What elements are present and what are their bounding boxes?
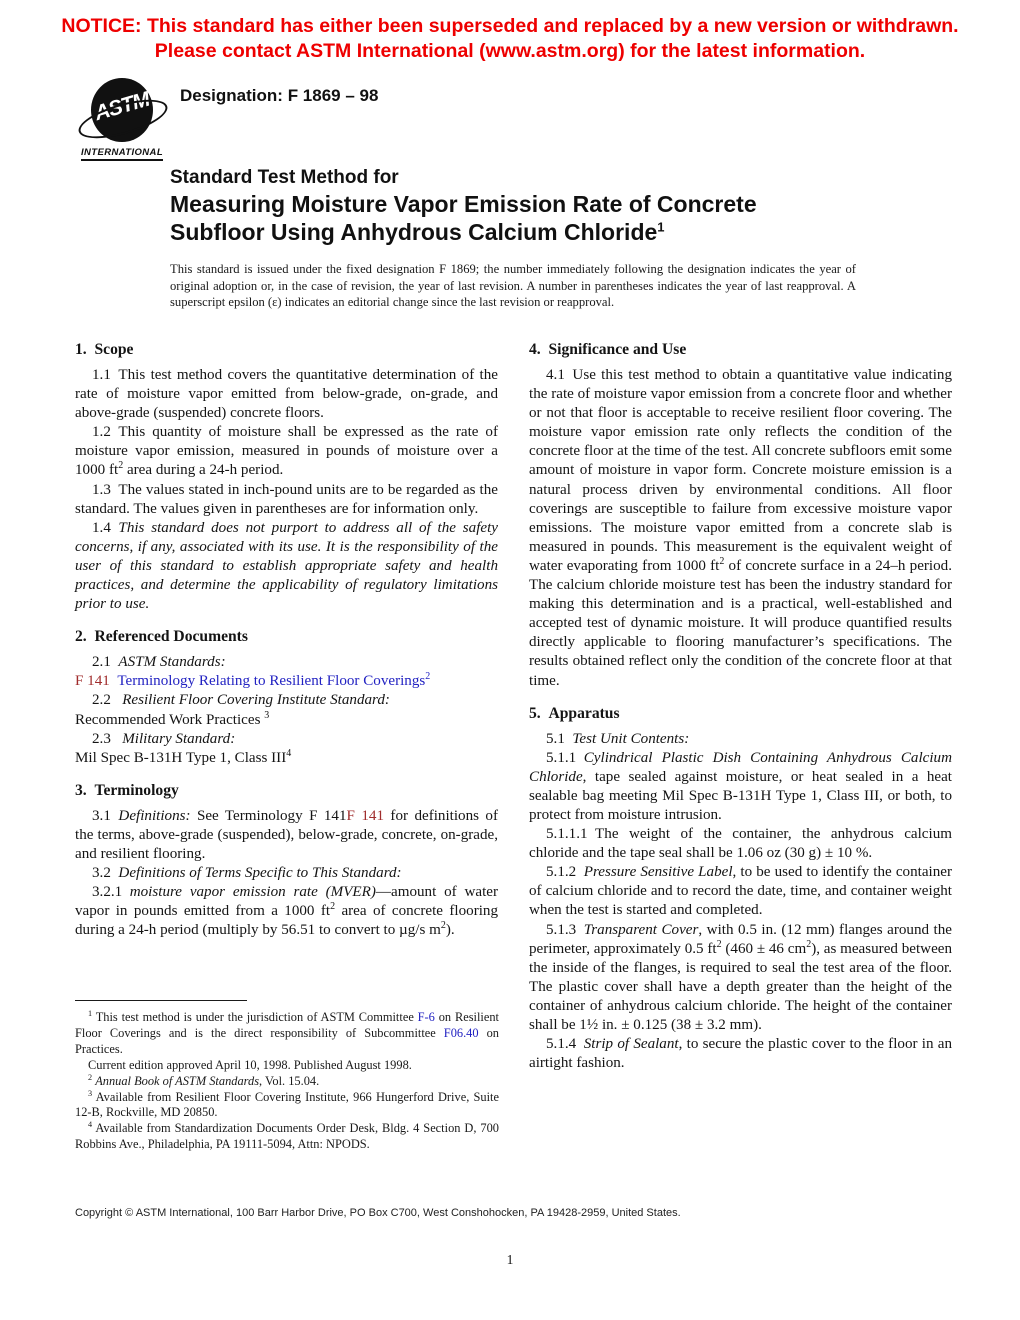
text-run: Available from Standardization Documents Order Desk, Bldg. 4 Section D, 700 Robbins Ave., Philadelphia, PA 19111-5094, Attn: NPODS. xyxy=(75,1121,499,1152)
text-run: 2 xyxy=(118,460,124,472)
notice-line-1: NOTICE: This standard has either been superseded and replaced by a new version or withdrawn. xyxy=(61,15,959,37)
footnotes-list xyxy=(75,1010,499,1153)
text-run: 1 xyxy=(88,1008,93,1018)
footnote xyxy=(75,1010,499,1058)
text-run: 3.1 xyxy=(92,807,119,824)
text-run: This standard does not purport to address all of the safety concerns, if any, associated with its use. It is the responsibility of the user of this standard to establish appropriate safety and health practices, and determine the applicability of regulatory limitations prior to use. xyxy=(75,519,498,613)
superseded-notice xyxy=(0,14,1020,64)
issuance-note: This standard is issued under the fixed designation F 1869; the number immediately following the designation indicates the year of original adoption or, in the case of revision, the year of last revision. A number in parentheses indicates the year of last reapproval. A superscript epsilon (ε) indicates an editorial change since the last revision or reapproval. xyxy=(170,262,856,309)
text-run: Annual Book of ASTM Standards xyxy=(95,1073,260,1088)
text-run: Test Unit Contents: xyxy=(572,730,690,747)
text-run: 2 xyxy=(330,901,336,913)
text-run: 4.1 Use this test method to obtain a quantitative value indicating the rate of moisture vapor emission from a concrete floor and whether or not that floor is acceptable to receive resilient floor covering. The moisture vapor emission rate only reflects the condition of the concrete floor at the time of the test. All concrete subfloors emit some amount of moisture in vapor form. Concrete moisture emission is a natural process driven by environmental conditions. All floor coverings are susceptible to failure from excessive moisture vapor emissions. The moisture vapor emitted from a concrete slab is measured in pounds. This measurement is the equivalent weight of water evaporating from 1000 ft xyxy=(529,367,952,574)
text-run: ). xyxy=(445,922,455,939)
section-heading: 5. Apparatus xyxy=(529,704,620,722)
text-run: , to secure the plastic cover to the floor in an airtight fashion. xyxy=(529,1036,952,1072)
paragraph xyxy=(75,481,498,519)
paragraph xyxy=(75,366,498,423)
body-columns xyxy=(75,340,952,1073)
text-run: , to be used to identify the container of calcium chloride and to record the date, time, and container weight when the test is started and completed. xyxy=(529,864,952,919)
text-run: 1.1 This test method covers the quantitative determination of the rate of moisture vapor emitted from below-grade, on-grade, and above-grade (suspended) concrete floors. xyxy=(75,367,498,422)
text-run: 5.1.4 xyxy=(546,1036,584,1053)
text-run: Recommended Work Practices xyxy=(75,711,265,728)
astm-logo-subtitle: INTERNATIONAL xyxy=(81,147,163,161)
astm-logo xyxy=(70,78,174,161)
paragraph xyxy=(529,749,952,825)
paragraph xyxy=(529,366,952,691)
left-column xyxy=(75,340,498,1073)
paragraph xyxy=(75,711,498,730)
text-run: Definitions: xyxy=(118,807,191,824)
paragraph xyxy=(529,921,952,1036)
text-run: , tape sealed against moisture, or heat sealed in a heat sealable bag meeting Mil Spec B-131H Type 1, Class III, or both, to protect from moisture intrusion. xyxy=(529,768,952,823)
paragraph xyxy=(529,1035,952,1073)
text-run: 4 xyxy=(88,1120,93,1130)
text-run: 2 xyxy=(719,555,725,567)
text-run: 4 xyxy=(286,747,292,759)
text-run: 5.1.1 xyxy=(546,749,584,766)
paragraph xyxy=(75,807,498,864)
text-run: of concrete surface in a 24–h period. The calcium chloride moisture test has been the industry standard for making this determination and is a practical, well-established and accepted test of dynamic moisture. It will produce quantified results directly applicable to flooring manufacturer’s specifications. The results obtained reflect only the condition of the concrete floor at that time. xyxy=(529,557,952,689)
text-run: 2 xyxy=(425,671,431,683)
text-run: See Terminology F 141 xyxy=(190,807,347,824)
text-run: 5.1 xyxy=(546,730,573,747)
text-run: Available from Resilient Floor Covering Institute, 966 Hungerford Drive, Suite 12-B, Rockville, MD 20850. xyxy=(75,1089,499,1120)
paragraph xyxy=(75,730,498,749)
footnote-divider xyxy=(75,1000,247,1001)
astm-logo-acronym: ASTM xyxy=(92,87,152,126)
footnote xyxy=(75,1121,499,1153)
text-run: Pressure Sensitive Label xyxy=(583,864,733,881)
text-run: area during a 24-h period. xyxy=(123,462,284,479)
astm-globe-icon xyxy=(91,78,153,142)
title-line-1: Measuring Moisture Vapor Emission Rate of Concrete xyxy=(170,191,757,217)
paragraph xyxy=(75,883,498,940)
footnote xyxy=(75,1058,499,1074)
paragraph xyxy=(529,730,952,749)
text-run: Current edition approved April 10, 1998. Published August 1998. xyxy=(88,1057,412,1072)
text-run: —amount of water vapor in pounds emitted from a 1000 ft xyxy=(75,884,498,920)
footnote xyxy=(75,1090,499,1122)
text-run: Cylindrical Plastic Dish Containing Anhydrous Calcium Chloride xyxy=(529,749,952,785)
paragraph xyxy=(75,653,498,672)
title-footnote-ref: 1 xyxy=(657,219,665,235)
text-run: 3 xyxy=(88,1088,93,1098)
paragraph xyxy=(75,691,498,710)
footnote xyxy=(75,1074,499,1090)
paragraph xyxy=(75,519,498,614)
text-run: (460 ± 46 cm xyxy=(721,940,807,957)
copyright-line: Copyright © ASTM International, 100 Barr Harbor Drive, PO Box C700, West Conshohocken, PA 19428-2959, United States. xyxy=(75,1207,681,1219)
text-run: on Resilient Floor Coverings and is the direct responsibility of Subcommittee xyxy=(75,1010,499,1040)
title-block xyxy=(170,166,870,246)
text-run: ASTM Standards: xyxy=(118,654,226,671)
paragraph xyxy=(75,864,498,883)
text-run: , Vol. 15.04. xyxy=(259,1073,320,1088)
title-line-2: Subfloor Using Anhydrous Calcium Chloride$^1$ xyxy=(170,219,665,245)
text-run: 2 xyxy=(716,938,722,950)
footnotes-block xyxy=(75,1000,499,1153)
text-run: 2 xyxy=(440,920,446,932)
designation-label: Designation: xyxy=(180,86,283,105)
text-run: 2 xyxy=(806,938,812,950)
text-run: 5.1.1.1 The weight of the container, the anhydrous calcium chloride and the tape seal shall be 1.06 oz (30 g) ± 10 %. xyxy=(529,826,952,862)
text-run: Transparent Cover xyxy=(583,921,699,938)
reference-link[interactable]: F06.40 xyxy=(443,1025,479,1040)
text-run: moisture vapor emission rate (MVER) xyxy=(129,884,376,901)
text-run: 3.2.1 xyxy=(92,884,130,901)
text-run: 2.2 xyxy=(92,692,123,709)
paragraph xyxy=(529,825,952,863)
text-run: Resilient Floor Covering Institute Standard: xyxy=(122,692,390,709)
text-run: 3 xyxy=(264,709,270,721)
text-run: 5.1.3 xyxy=(546,921,584,938)
text-run: This test method is under the jurisdiction of ASTM Committee xyxy=(92,1010,418,1024)
text-run: 3.2 xyxy=(92,865,119,882)
text-run: area of concrete flooring during a 24-h period (multiply by 56.51 to convert to µg/s m xyxy=(75,903,499,939)
right-column xyxy=(529,340,952,1073)
text-run: 1.4 xyxy=(92,519,119,536)
text-run: 2.3 xyxy=(92,730,123,747)
text-run: ), as measured between the inside of the flanges, is required to seal the test area of the floor. The plastic cover shall have a depth greater than the height of the container of anhydrous calcium chloride. The height of the container shall be 1½ in. ± 0.125 (38 ± 3.2 mm). xyxy=(529,940,953,1033)
page-number: 1 xyxy=(506,1252,514,1267)
section-heading: 3. Terminology xyxy=(75,781,179,799)
paragraph xyxy=(75,423,498,480)
reference-link[interactable]: F 141 xyxy=(346,807,384,824)
text-run: on Practices. xyxy=(75,1025,499,1056)
paragraph xyxy=(529,863,952,920)
reference-link[interactable]: F 141 xyxy=(75,673,110,690)
text-run: 1.3 The values stated in inch-pound units are to be regarded as the standard. The values given in parentheses are for information only. xyxy=(75,481,498,517)
section-heading: 1. Scope xyxy=(75,341,134,358)
text-run: Military Standard: xyxy=(122,730,236,747)
notice-line-2: Please contact ASTM International (www.astm.org) for the latest information. xyxy=(154,40,866,62)
text-run: Mil Spec B-131H Type 1, Class III xyxy=(75,749,287,766)
section-heading: 2. Referenced Documents xyxy=(75,628,248,646)
reference-link[interactable]: F-6 xyxy=(417,1010,435,1024)
text-run: Strip of Sealant xyxy=(583,1036,679,1053)
designation-code: F 1869 – 98 xyxy=(287,86,379,105)
section-heading: 4. Significance and Use xyxy=(529,341,687,358)
text-run: Definitions of Terms Specific to This Standard: xyxy=(118,865,402,882)
text-run: 1.2 This quantity of moisture shall be expressed as the rate of moisture vapor emission, measured in pounds of moisture over a 1000 ft xyxy=(75,424,498,479)
reference-link[interactable]: Terminology Relating to Resilient Floor Coverings xyxy=(117,673,426,690)
text-run: 2.1 xyxy=(92,654,119,671)
text-run: , with 0.5 in. (12 mm) flanges around the perimeter, approximately 0.5 ft xyxy=(529,921,952,957)
text-run: for definitions of the terms, above-grade (suspended), below-grade, concrete, on-grade, and resilient flooring. xyxy=(75,807,498,862)
text-run: 2 xyxy=(88,1072,93,1082)
paragraph xyxy=(75,672,498,691)
text-run: 5.1.2 xyxy=(546,864,584,881)
paragraph xyxy=(75,749,498,768)
designation-line xyxy=(180,86,378,106)
title-kicker: Standard Test Method for xyxy=(170,167,399,188)
